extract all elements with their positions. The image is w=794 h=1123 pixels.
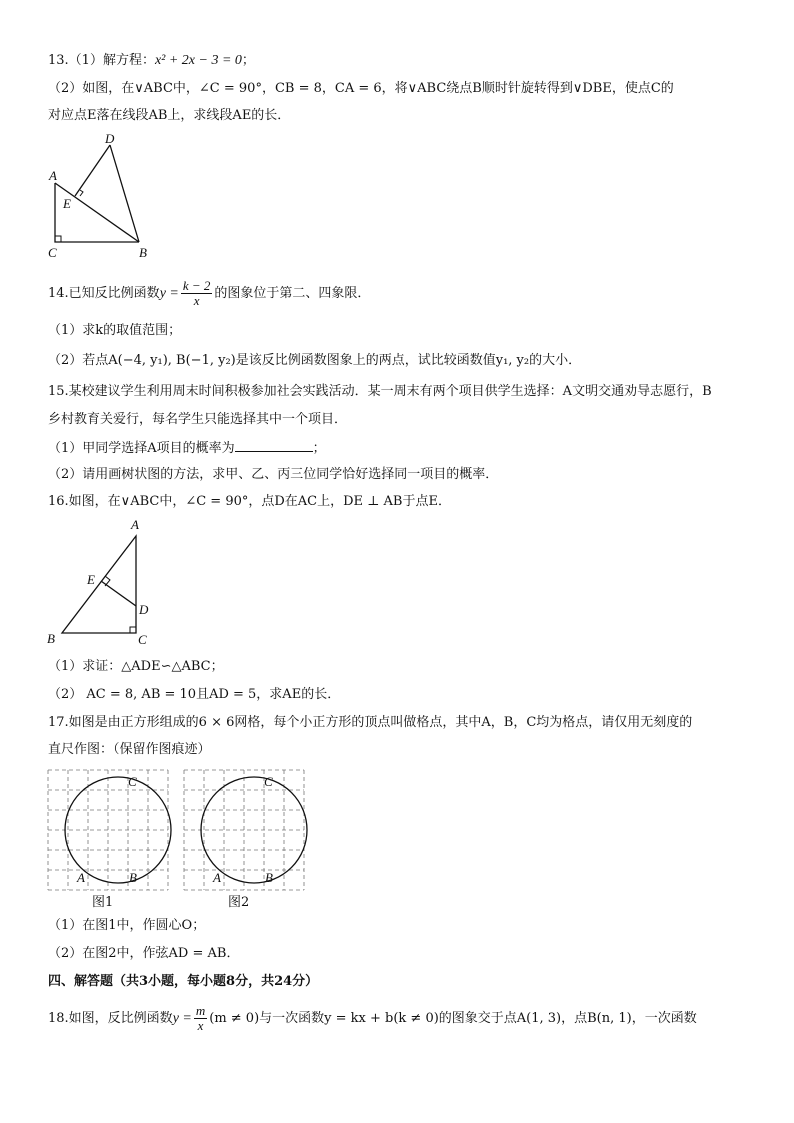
q14-y-equals: y =	[159, 286, 179, 301]
q15-line3	[48, 439, 326, 458]
right-angle-e-mark	[80, 190, 83, 196]
label-c: C	[264, 774, 273, 789]
q16-triangle-figure	[44, 515, 164, 645]
q17-line4: （2）在图2中，作弦AD = AB．	[48, 946, 240, 961]
triangle-abc	[62, 536, 136, 633]
right-angle-e-mark	[105, 576, 110, 586]
q15-part1-text: （1）甲同学选择A项目的概率为	[48, 441, 235, 456]
section-4-heading: 四、解答题（共3小题，每小题8分，共24分）	[48, 974, 319, 989]
q17-line3: （1）在图1中，作圆心O；	[48, 918, 206, 933]
q17-figure-1	[46, 768, 172, 910]
q17-figure-2	[182, 768, 308, 910]
q14-line3: （2）若点A(−4, y₁), B(−1, y₂)是该反比例函数图象上的两点，试比较函数值y₁, y₂的大小．	[48, 353, 582, 368]
label-d: D	[105, 131, 115, 146]
segment-bd	[110, 145, 139, 242]
label-d: D	[139, 602, 149, 617]
q14-prefix: 14.已知反比例函数	[48, 286, 160, 301]
label-a: A	[131, 517, 139, 532]
q15-line2: 乡村教育关爱行，每名学生只能选择其中一个项目．	[48, 412, 348, 427]
label-b: B	[47, 631, 55, 645]
q18-fraction-denominator: x	[197, 1018, 204, 1033]
q15-part1-suffix: ；	[312, 441, 326, 456]
q13-equation: x² + 2x − 3 = 0	[154, 53, 242, 68]
q14-line2: （1）求k的取值范围；	[48, 323, 182, 338]
q13-part1-suffix: ；	[241, 53, 255, 68]
answer-blank[interactable]	[235, 439, 313, 452]
q18-line1	[48, 1004, 697, 1034]
q15-line1: 15.某校建议学生利用周末时间积极参加社会实践活动．某一周末有两个项目供学生选择：A文明交通劝导志愿行，B	[48, 384, 712, 399]
label-b: B	[139, 245, 147, 260]
q14-fraction-numerator: k − 2	[182, 278, 211, 293]
q14-suffix: 的图象位于第二、四象限．	[214, 286, 371, 301]
label-c: C	[138, 632, 147, 645]
label-c: C	[48, 245, 57, 260]
label-c: C	[128, 774, 137, 789]
q14-fraction-denominator: x	[193, 293, 200, 308]
right-angle-c-mark	[55, 236, 61, 242]
q18-fraction-numerator: m	[195, 1003, 206, 1018]
q13-triangle-figure	[44, 130, 154, 260]
q15-line4: （2）请用画树状图的方法，求甲、乙、丙三位同学恰好选择同一项目的概率．	[48, 467, 499, 482]
figure-1-caption: 图1	[92, 895, 114, 910]
q18-y-equals: y =	[172, 1011, 192, 1026]
q17-line2: 直尺作图：（保留作图痕迹）	[48, 742, 211, 757]
q13-line2: （2）如图，在∨ABC中，∠C = 90°，CB = 8，CA = 6，将∨ABC绕点B顺时针旋转得到∨DBE，使点C的	[48, 81, 674, 96]
figure-2-caption: 图2	[228, 895, 250, 910]
q16-line3: （2） AC = 8, AB = 10且AD = 5，求AE的长．	[48, 687, 341, 702]
q17-line1: 17.如图是由正方形组成的6 × 6网格，每个小正方形的顶点叫做格点，其中A，B，C均为格点，请仅用无刻度的	[48, 715, 693, 730]
label-e: E	[87, 572, 95, 587]
label-b: B	[129, 870, 137, 885]
q13-part1-prefix: 13.（1）解方程：	[48, 53, 155, 68]
label-a: A	[77, 870, 85, 885]
q14-fraction	[181, 279, 213, 308]
q18-suffix: (m ≠ 0)与一次函数y = kx + b(k ≠ 0)的图象交于点A(1, 3)，点B(n, 1)，一次函数	[209, 1011, 697, 1026]
q13-line1	[48, 52, 255, 70]
segment-ab	[55, 183, 139, 242]
label-a: A	[213, 870, 221, 885]
q16-line2: （1）求证：△ADE∽△ABC；	[48, 659, 224, 674]
q14-line1	[48, 279, 370, 309]
label-b: B	[265, 870, 273, 885]
right-angle-c-mark	[130, 627, 136, 633]
segment-de	[75, 145, 110, 196]
label-a: A	[49, 168, 57, 183]
q13-line3: 对应点E落在线段AB上，求线段AE的长．	[48, 108, 291, 123]
label-e: E	[63, 196, 71, 211]
q16-line1: 16.如图，在∨ABC中，∠C = 90°，点D在AC上，DE ⊥ AB于点E．	[48, 494, 451, 509]
q18-prefix: 18.如图，反比例函数	[48, 1011, 173, 1026]
q18-fraction	[194, 1004, 207, 1033]
